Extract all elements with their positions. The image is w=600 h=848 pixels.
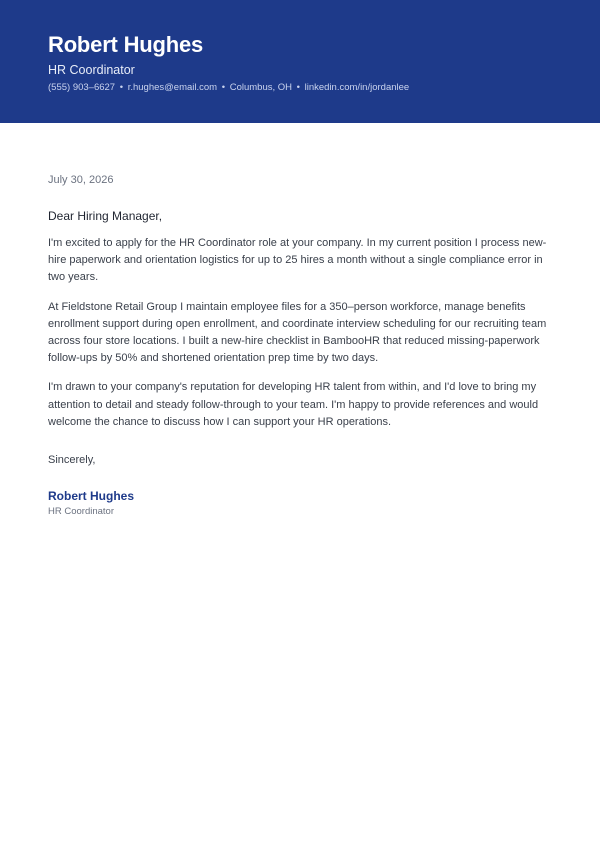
applicant-title: HR Coordinator — [48, 63, 135, 77]
contact-email[interactable]: r.hughes@email.com — [127, 82, 218, 93]
paragraph-experience: At Fieldstone Retail Group I maintain employee files for a 350–person workforce, manage benefits enrollment support during open enrollment, and coordinate interview scheduling for our recruiting team across four store locations. I built a new-hire checklist in BambooHR that reduced missing-paperwork follow-ups by 50% and shortened orientation prep time by two days. — [48, 300, 547, 365]
contact-linkedin[interactable]: linkedin.com/in/jordanlee — [304, 82, 410, 93]
applicant-name: Robert Hughes — [48, 32, 204, 57]
contact-separator: • — [221, 82, 226, 93]
paragraph-intro: I'm excited to apply for the HR Coordinator role at your company. In my current position I process new-hire paperwork and orientation logistics for up to 25 hires a month without a single compliance error in two years. — [48, 237, 547, 284]
letter-date: July 30, 2026 — [48, 174, 114, 186]
letter-body — [0, 173, 600, 518]
letterhead — [0, 0, 600, 123]
contact-location: Columbus, OH — [229, 82, 293, 93]
paragraph-closing: I'm drawn to your company's reputation for developing HR talent from within, and I'd love to bring my attention to detail and steady follow-through to your team. I'm happy to provide references and would welcome the chance to discuss how I can support your HR operations. — [48, 381, 539, 428]
contact-phone: (555) 903–6627 — [48, 82, 116, 93]
contact-separator: • — [296, 82, 300, 93]
signature-title: HR Coordinator — [48, 506, 114, 518]
salutation: Dear Hiring Manager, — [48, 209, 163, 223]
contact-line — [48, 81, 552, 94]
signature-name: Robert Hughes — [48, 489, 135, 504]
closing: Sincerely, — [48, 454, 96, 467]
contact-separator: • — [119, 82, 124, 93]
